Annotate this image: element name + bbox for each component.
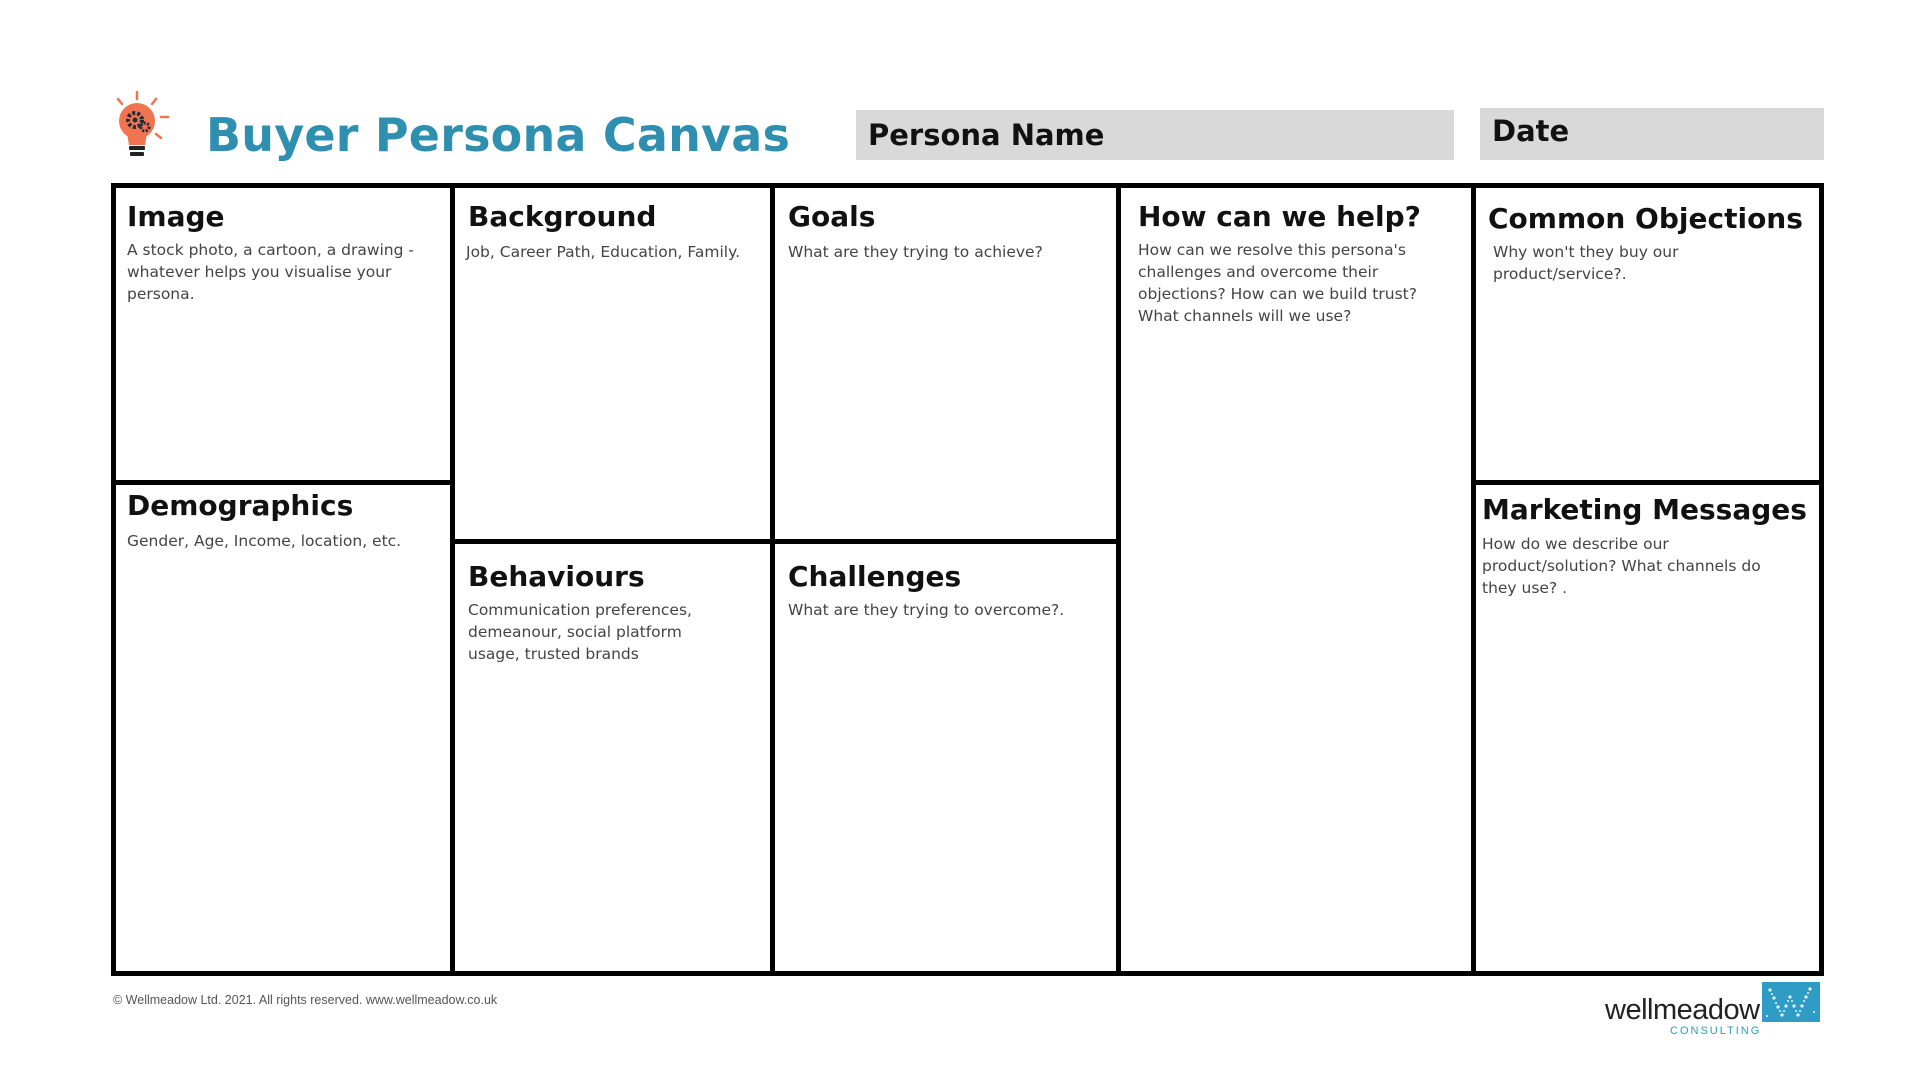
cell-behaviours-desc: Communication preferences, demeanour, social platform usage, trusted brands (468, 601, 692, 663)
logo-subtitle: CONSULTING (1670, 1025, 1762, 1037)
cell-goals-title: Goals (788, 200, 876, 233)
cell-demographics-title: Demographics (127, 489, 354, 522)
cell-image-title: Image (127, 200, 225, 233)
cell-demographics-desc: Gender, Age, Income, location, etc. (127, 532, 402, 550)
cell-image-desc: A stock photo, a cartoon, a drawing - whatever helps you visualise your persona. (127, 241, 414, 303)
persona-canvas-grid (111, 183, 1824, 976)
cell-how-help-desc: How can we resolve this persona's challenges and overcome their objections? How can we build trust? What channels will we use? (1138, 241, 1417, 325)
cell-how-help-title: How can we help? (1138, 200, 1421, 233)
wellmeadow-logo-mark (1762, 982, 1820, 1022)
cell-background-title: Background (468, 200, 657, 233)
cell-objections-desc: Why won't they buy our product/service?. (1493, 243, 1679, 283)
logo-wordmark: wellmeadow (1605, 994, 1760, 1026)
cell-challenges-title: Challenges (788, 560, 962, 593)
date-field[interactable] (1480, 108, 1824, 160)
cell-goals-desc: What are they trying to achieve? (788, 243, 1043, 261)
cell-marketing-desc: How do we describe our product/solution? What channels do they use? . (1482, 535, 1761, 597)
cell-background-desc: Job, Career Path, Education, Family. (466, 243, 740, 261)
persona-name-label: Persona Name (868, 118, 1105, 152)
cell-behaviours-title: Behaviours (468, 560, 645, 593)
date-label: Date (1492, 114, 1570, 148)
cell-marketing-title: Marketing Messages (1482, 493, 1807, 526)
lightbulb-gear-icon (108, 90, 170, 166)
footer-copyright: © Wellmeadow Ltd. 2021. All rights reserved. www.wellmeadow.co.uk (113, 993, 498, 1007)
cell-challenges-desc: What are they trying to overcome?. (788, 601, 1065, 619)
cell-objections-title: Common Objections (1488, 202, 1803, 235)
persona-name-field[interactable] (856, 110, 1454, 160)
page-title: Buyer Persona Canvas (206, 108, 791, 162)
